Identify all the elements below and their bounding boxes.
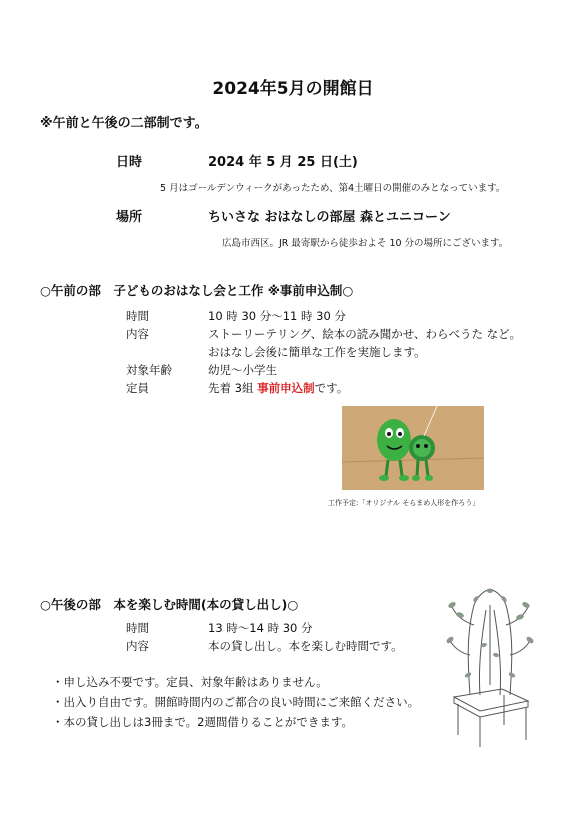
afternoon-heading: ○午後の部 本を楽しむ時間(本の貸し出し)○	[40, 597, 299, 612]
info-bullet: ・本の貸し出しは3冊まで。2週間借りることができます。	[52, 715, 353, 729]
place-note: 広島市西区。JR 最寄駅から徒歩およそ 10 分の場所にございます。	[222, 238, 509, 249]
page-title: 2024年5月の開館日	[212, 79, 374, 99]
bean-puppet-figures	[342, 406, 484, 490]
photo-caption: 工作予定:「オリジナル そらまめ人形を作ろう」	[328, 499, 480, 507]
two-part-note: ※午前と午後の二部制です。	[40, 116, 208, 131]
afternoon-row-label: 内容	[126, 639, 149, 653]
morning-row-label: 対象年齢	[126, 363, 172, 377]
morning-heading: ○午前の部 子どものおはなし会と工作 ※事前申込制○	[40, 283, 354, 298]
capacity-highlight: 事前申込制	[257, 381, 315, 395]
date-note: 5 月はゴールデンウィークがあったため、第4土曜日の開催のみとなっています。	[160, 183, 506, 194]
capacity-label: 定員	[126, 381, 149, 395]
place-label: 場所	[116, 210, 143, 225]
morning-row-value: 10 時 30 分～11 時 30 分	[208, 309, 346, 323]
date-value: 2024 年 5 月 25 日(土)	[208, 155, 358, 170]
capacity-prefix: 先着 3組	[208, 381, 258, 395]
bean-puppet-photo	[342, 406, 484, 490]
date-label: 日時	[116, 155, 143, 170]
morning-row-value: 幼児～小学生	[208, 363, 277, 377]
afternoon-row-label: 時間	[126, 621, 149, 635]
place-value: ちいさな おはなしの部屋 森とユニコーン	[208, 210, 451, 225]
info-bullet: ・出入り自由です。開館時間内のご都合の良い時間にご来館ください。	[52, 695, 420, 709]
info-bullet: ・申し込み不要です。定員、対象年齢はありません。	[52, 675, 328, 689]
afternoon-row-value: 13 時～14 時 30 分	[208, 621, 313, 635]
morning-row-label: 内容	[126, 327, 149, 341]
capacity-value	[208, 380, 348, 396]
morning-row-value: おはなし会後に簡単な工作を実施します。	[208, 345, 426, 359]
capacity-suffix: です。	[314, 381, 349, 395]
chair-with-tree-illustration	[440, 585, 540, 750]
afternoon-row-value: 本の貸し出し。本を楽しむ時間です。	[208, 639, 403, 653]
morning-row-value: ストーリーテリング、絵本の読み聞かせ、わらべうた など。	[208, 327, 522, 341]
morning-row-label: 時間	[126, 309, 149, 323]
